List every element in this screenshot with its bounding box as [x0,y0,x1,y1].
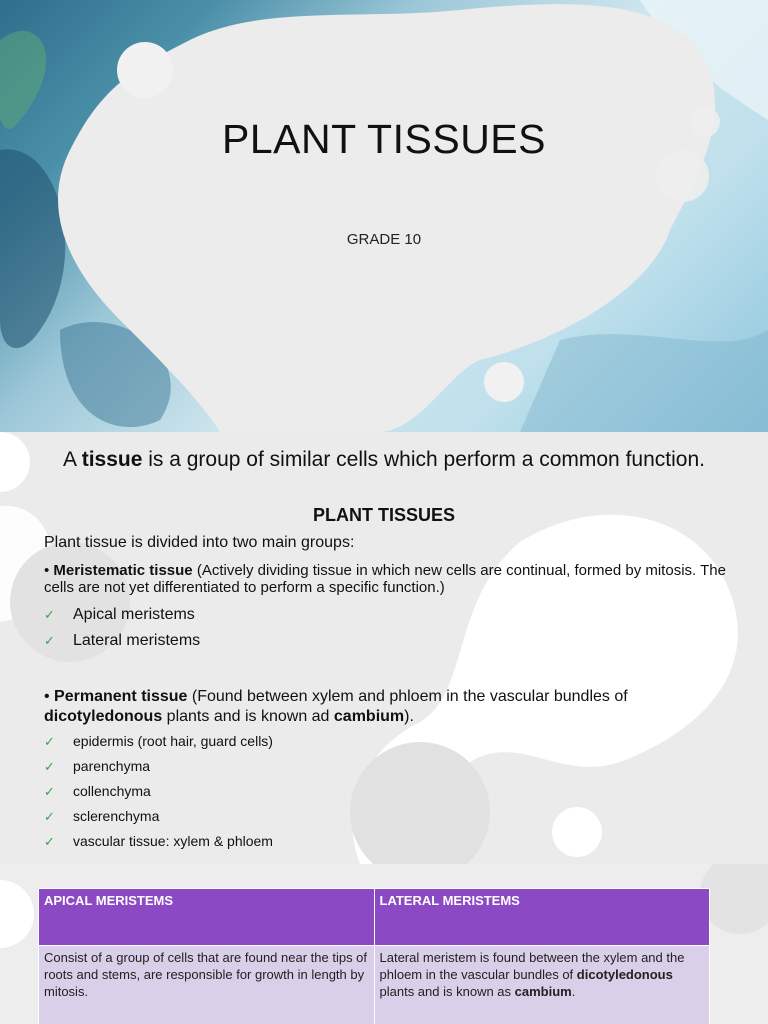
decor-circle [0,880,34,948]
intro-prefix: A [63,448,82,471]
decor-circle [552,807,602,857]
check-icon: ✓ [44,809,55,824]
table-header-lateral: LATERAL MERISTEMS [374,889,710,946]
bullet: • [44,688,55,705]
dicotyledonous-term: dicotyledonous [44,708,163,725]
list-item-label: parenchyma [73,758,151,774]
table-header-row [39,889,710,946]
cambium-term: cambium [333,708,405,725]
permanent-term: Permanent tissue [54,688,188,705]
cell-text: Lateral meristem is found between the xylem and the phloem in the vascular bundles of [379,950,685,982]
permanent-paragraph [44,687,734,727]
permanent-desc: plants and is known ad [162,708,334,725]
list-item-label: collenchyma [73,783,151,799]
intro-term: tissue [81,448,143,471]
table-header-apical: APICAL MERISTEMS [39,889,375,946]
list-item [44,729,273,754]
list-item-label: vascular tissue: xylem & phloem [73,833,273,849]
meristems-table [38,888,710,1024]
cambium-term: cambium [514,984,572,999]
check-icon: ✓ [44,834,55,849]
list-item [44,804,273,829]
permanent-list [44,729,273,854]
list-item-label: sclerenchyma [73,808,160,824]
meristematic-paragraph [44,562,734,596]
section-heading: PLANT TISSUES [312,505,455,525]
table-cell-lateral [374,946,710,1024]
decor-circle [0,432,30,492]
title-slide [0,0,768,432]
watercolor-green-splash [0,31,46,129]
check-icon: ✓ [44,784,55,799]
table-cell-apical: Consist of a group of cells that are found near the tips of roots and stems, are responsible for growth in length by mitosis. [39,946,375,1024]
permanent-desc: ). [404,708,414,725]
watercolor-dark-splash [0,149,65,348]
check-icon: ✓ [44,759,55,774]
check-icon: ✓ [44,607,55,622]
table-row [39,946,710,1024]
slide-title: PLANT TISSUES [222,116,546,162]
decor-circle [700,864,768,934]
intro-suffix: is a group of similar cells which perform a common function. [142,448,705,471]
list-item [44,829,273,854]
slide-subtitle: GRADE 10 [346,231,422,248]
cell-text: plants and is known as [379,984,515,999]
list-item [44,779,273,804]
check-icon: ✓ [44,734,55,749]
dicotyledonous-term: dicotyledonous [576,967,673,982]
intro-sentence [50,447,718,472]
watercolor-light-splash [520,330,768,432]
content-slide [0,432,768,864]
meristematic-desc: (Actively dividing tissue in which new cells are continual, formed by mitosis. The cells are not yet differentiated to perform a specific function.) [44,562,726,596]
watercolor-background [0,0,768,432]
list-item [44,628,200,654]
table-slide [0,864,768,1024]
list-item [44,754,273,779]
cell-text: . [571,984,576,999]
permanent-desc: (Found between xylem and phloem in the vascular bundles of [187,688,628,705]
decor-circle [484,362,524,402]
check-icon: ✓ [44,633,55,648]
bullet: • [44,562,54,579]
list-item-label: Lateral meristems [73,632,201,649]
meristematic-list [44,602,200,654]
decor-circle [117,42,173,98]
list-item-label: epidermis (root hair, guard cells) [73,733,273,749]
list-item-label: Apical meristems [73,606,195,623]
groups-intro: Plant tissue is divided into two main groups: [44,534,355,551]
meristematic-term: Meristematic tissue [53,562,193,579]
list-item [44,602,200,628]
